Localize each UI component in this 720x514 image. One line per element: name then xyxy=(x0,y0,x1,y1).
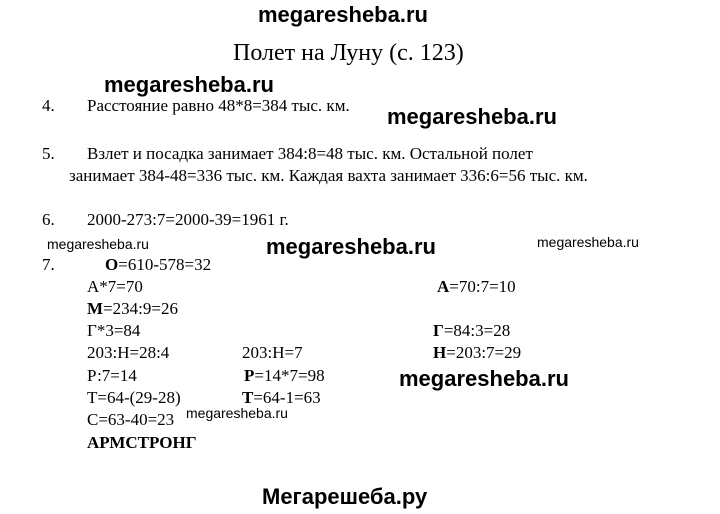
page-title: Полет на Луну (с. 123) xyxy=(233,40,464,66)
watermark-small-right: megaresheba.ru xyxy=(537,234,639,250)
watermark-after-item4: megaresheba.ru xyxy=(387,104,557,129)
watermark-under-title: megaresheba.ru xyxy=(104,72,274,97)
equation-a-right: А=70:7=10 xyxy=(437,277,516,296)
equation-h-left: 203:Н=28:4 xyxy=(87,343,170,362)
item-6-text: 2000-273:7=2000-39=1961 г. xyxy=(87,210,289,229)
equation-t-left: Т=64-(29-28) xyxy=(87,388,181,407)
watermark-footer: Мегарешеба.ру xyxy=(262,484,428,509)
watermark-right-lower: megaresheba.ru xyxy=(399,366,569,391)
item-6-number: 6. xyxy=(42,210,55,229)
watermark-small-bottom: megaresheba.ru xyxy=(186,405,288,421)
equation-h-mid: 203:Н=7 xyxy=(242,343,303,362)
item-5-line-1: Взлет и посадка занимает 384:8=48 тыс. км. Остальной полет xyxy=(87,144,533,163)
equation-t-mid: Т=64-1=63 xyxy=(242,388,321,407)
watermark-top: megaresheba.ru xyxy=(258,2,428,27)
item-5-line-2: занимает 384-48=336 тыс. км. Каждая вахта занимает 336:6=56 тыс. км. xyxy=(69,166,588,185)
equation-g-left: Г*3=84 xyxy=(87,321,141,340)
equation-h-right: Н=203:7=29 xyxy=(433,343,522,362)
item-7-number: 7. xyxy=(42,255,55,274)
item-4-text: Расстояние равно 48*8=384 тыс. км. xyxy=(87,96,350,115)
equation-r-left: Р:7=14 xyxy=(87,366,137,385)
equation-r-mid: Р=14*7=98 xyxy=(244,366,325,385)
watermark-small-left: megaresheba.ru xyxy=(47,236,149,252)
item-4-number: 4. xyxy=(42,96,55,115)
equation-s-left: С=63-40=23 xyxy=(87,410,175,429)
equation-m: М=234:9=26 xyxy=(87,299,178,318)
equation-o: О=610-578=32 xyxy=(105,255,212,274)
answer-word: АРМСТРОНГ xyxy=(87,433,197,452)
item-5-number: 5. xyxy=(42,144,55,163)
watermark-mid: megaresheba.ru xyxy=(266,234,436,259)
equation-a-left: А*7=70 xyxy=(87,277,143,296)
equation-g-right: Г=84:3=28 xyxy=(433,321,511,340)
